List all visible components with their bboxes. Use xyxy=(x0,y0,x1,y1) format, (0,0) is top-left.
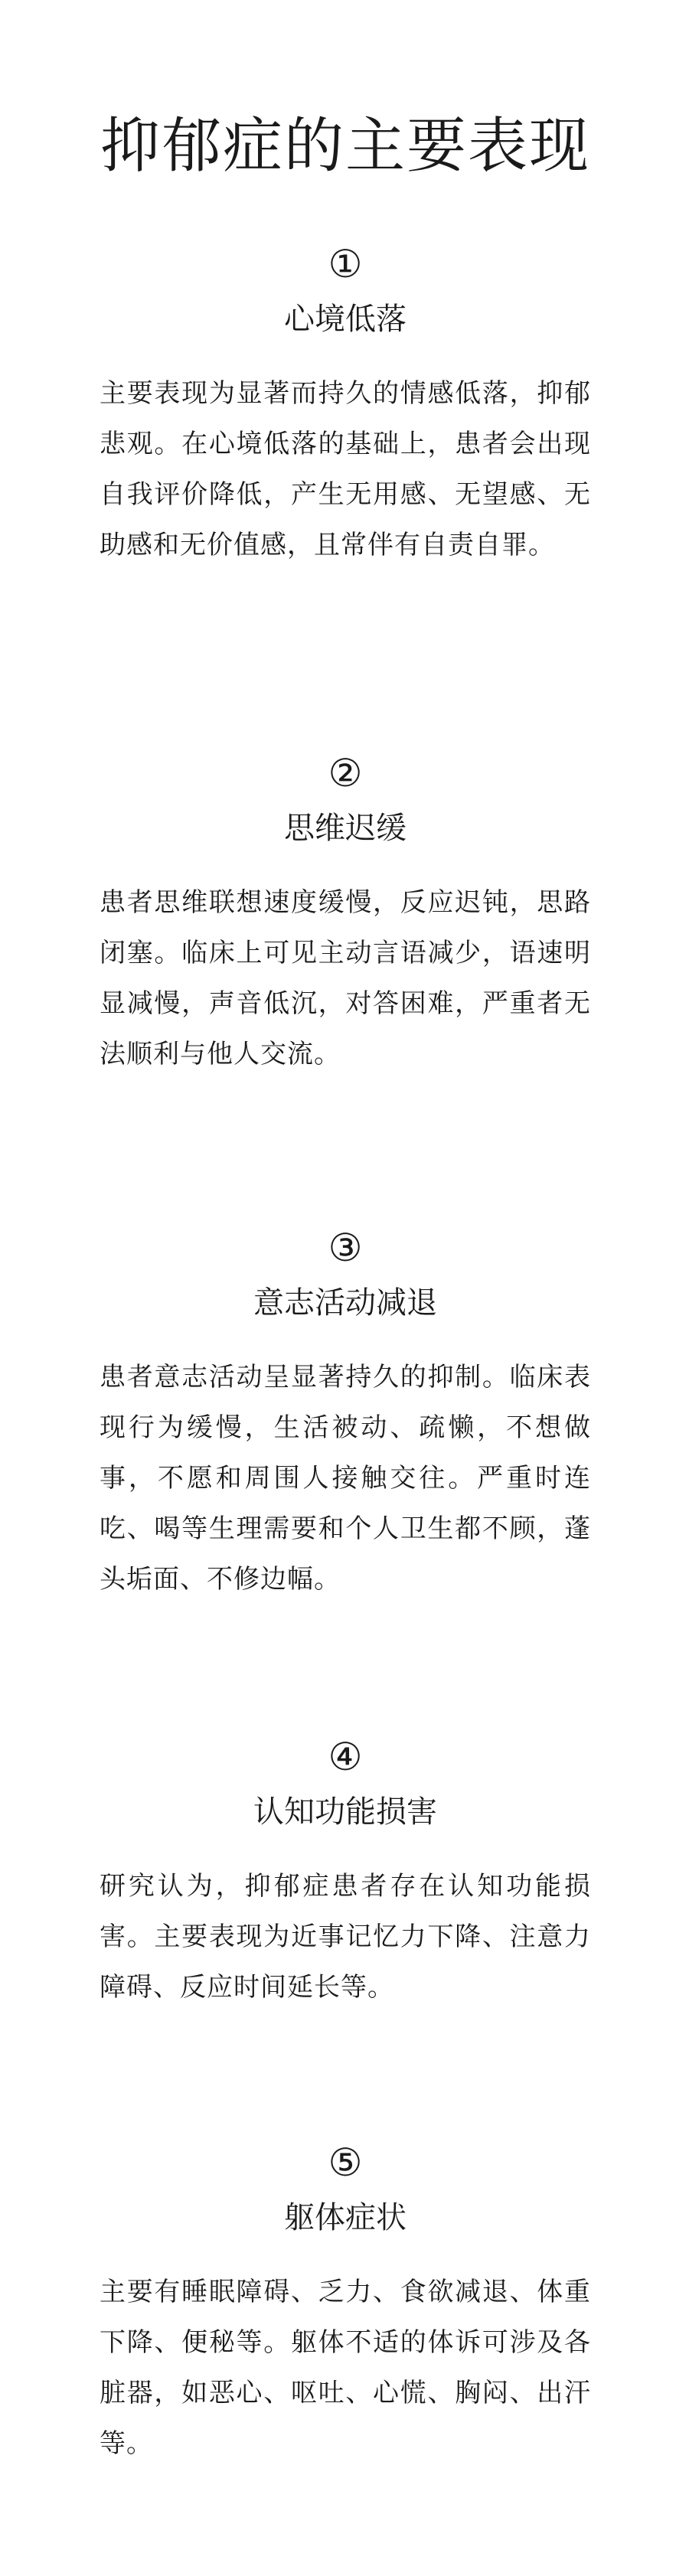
section-body: 患者意志活动呈显著持久的抑制。临床表现行为缓慢，生活被动、疏懒，不想做事，不愿和周围人接触交往。严重时连吃、喝等生理需要和个人卫生都不顾，蓬头垢面、不修边幅。 xyxy=(100,1362,591,1595)
section-body: 患者思维联想速度缓慢，反应迟钝，思路闭塞。临床上可见主动言语减少，语速明显减慢，声音低沉，对答困难，严重者无法顺利与他人交流。 xyxy=(100,887,591,1069)
section-heading: 认知功能损害 xyxy=(253,1794,437,1830)
section-number: ⑤ xyxy=(328,2140,363,2185)
page-title: 抑郁症的主要表现 xyxy=(100,112,590,181)
section-heading: 心境低落 xyxy=(284,302,407,337)
section-body: 主要表现为显著而持久的情感低落，抑郁悲观。在心境低落的基础上，患者会出现自我评价降低，产生无用感、无望感、无助感和无价值感，且常伴有自责自罪。 xyxy=(100,378,591,560)
section-number: ② xyxy=(328,751,363,795)
symptom-section-5 xyxy=(100,2140,591,2469)
section-body: 主要有睡眠障碍、乏力、食欲减退、体重下降、便秘等。躯体不适的体诉可涉及各脏器，如恶心、呕吐、心慌、胸闷、出汗等。 xyxy=(100,2277,591,2459)
section-number: ④ xyxy=(328,1735,363,1779)
symptom-section-1 xyxy=(100,241,591,570)
section-heading: 躯体症状 xyxy=(284,2200,407,2235)
section-heading: 意志活动减退 xyxy=(253,1285,437,1321)
section-number: ① xyxy=(328,242,363,286)
symptom-section-4 xyxy=(100,1734,591,2013)
section-body: 研究认为，抑郁症患者存在认知功能损害。主要表现为近事记忆力下降、注意力障碍、反应时间延长等。 xyxy=(100,1871,591,2003)
section-number: ③ xyxy=(328,1226,363,1270)
symptom-section-2 xyxy=(100,750,591,1079)
section-heading: 思维迟缓 xyxy=(284,811,407,846)
symptom-section-3 xyxy=(100,1225,591,1605)
